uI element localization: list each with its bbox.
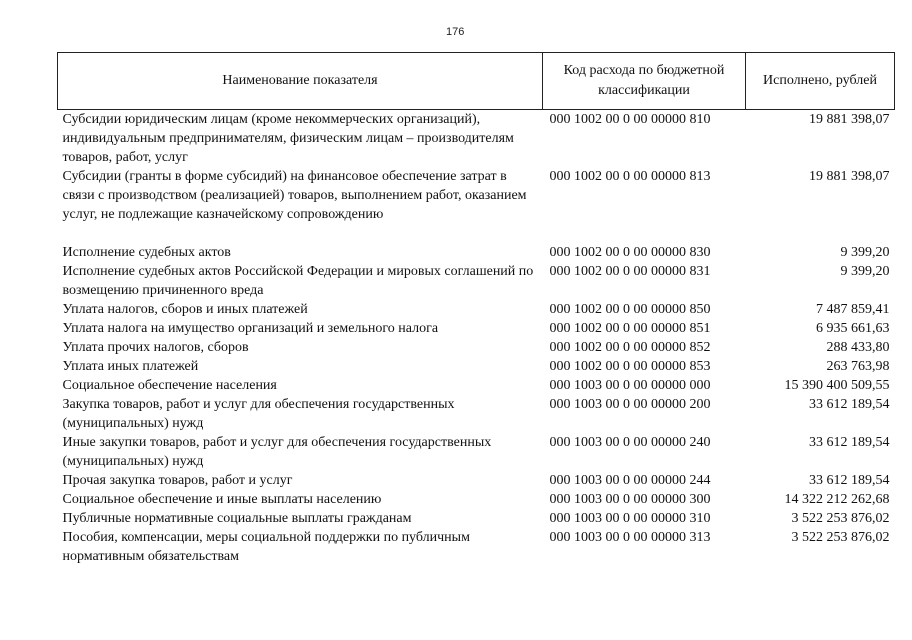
- executed-amount: 14 322 212 262,68: [784, 492, 890, 507]
- table-row: [58, 395, 895, 433]
- indicator-name: Уплата прочих налогов, сборов: [62, 340, 249, 355]
- executed-amount: 3 522 253 876,02: [791, 511, 890, 526]
- table-row: [58, 338, 895, 357]
- executed-amount: 33 612 189,54: [809, 473, 890, 488]
- indicator-name: Социальное обеспечение населения: [62, 378, 277, 393]
- executed-amount: 33 612 189,54: [809, 435, 890, 450]
- table-row: [58, 262, 895, 300]
- budget-code: 000 1003 00 0 00 00000 313: [549, 530, 711, 545]
- table-row: [58, 433, 895, 471]
- table-row: [58, 319, 895, 338]
- budget-code: 000 1002 00 0 00 00000 810: [549, 112, 711, 127]
- indicator-name: Уплата иных платежей: [62, 359, 199, 374]
- header-indicator-name: Наименование показателя: [58, 53, 543, 110]
- budget-code: 000 1002 00 0 00 00000 852: [549, 340, 711, 355]
- budget-code: 000 1002 00 0 00 00000 851: [549, 321, 711, 336]
- table-row: [58, 243, 895, 262]
- budget-code: 000 1002 00 0 00 00000 831: [549, 264, 711, 279]
- executed-amount: 33 612 189,54: [809, 397, 890, 412]
- table-row: [58, 167, 895, 224]
- budget-code: 000 1003 00 0 00 00000 200: [549, 397, 711, 412]
- table-header: [58, 53, 895, 110]
- budget-code: 000 1003 00 0 00 00000 310: [549, 511, 711, 526]
- budget-code: 000 1003 00 0 00 00000 300: [549, 492, 711, 507]
- budget-code: 000 1003 00 0 00 00000 240: [549, 435, 711, 450]
- page-number: 176: [446, 26, 465, 38]
- executed-amount: 6 935 661,63: [816, 321, 890, 336]
- indicator-name: Исполнение судебных актов: [62, 245, 231, 260]
- table-row: [58, 528, 895, 566]
- budget-execution-table: [57, 52, 895, 566]
- table-row: [58, 490, 895, 509]
- executed-amount: 19 881 398,07: [809, 169, 890, 184]
- blank-cell: [58, 224, 543, 243]
- budget-code: 000 1002 00 0 00 00000 830: [549, 245, 711, 260]
- table-body: [58, 110, 895, 567]
- indicator-name: Иные закупки товаров, работ и услуг для обеспечения государственных (муниципальных) нужд: [62, 435, 492, 469]
- budget-code: 000 1002 00 0 00 00000 850: [549, 302, 711, 317]
- indicator-name: Уплата налога на имущество организаций и земельного налога: [62, 321, 439, 336]
- executed-amount: 15 390 400 509,55: [784, 378, 890, 393]
- executed-amount: 288 433,80: [826, 340, 890, 355]
- indicator-name: Прочая закупка товаров, работ и услуг: [62, 473, 293, 488]
- table-row: [58, 376, 895, 395]
- table-row: [58, 509, 895, 528]
- blank-cell: [746, 224, 895, 243]
- executed-amount: 3 522 253 876,02: [791, 530, 890, 545]
- table-row: [58, 471, 895, 490]
- table-row: [58, 357, 895, 376]
- executed-amount: 19 881 398,07: [809, 112, 890, 127]
- indicator-name: Уплата налогов, сборов и иных платежей: [62, 302, 308, 317]
- blank-cell: [543, 224, 746, 243]
- indicator-name: Субсидии юридическим лицам (кроме некоммерческих организаций), индивидуальным предпринимателям, физическим лицам – производителям товаров, работ, услуг: [62, 112, 514, 165]
- blank-row: [58, 224, 895, 243]
- indicator-name: Закупка товаров, работ и услуг для обеспечения государственных (муниципальных) нужд: [62, 397, 455, 431]
- table-row: [58, 300, 895, 319]
- executed-amount: 7 487 859,41: [816, 302, 890, 317]
- indicator-name: Пособия, компенсации, меры социальной поддержки по публичным нормативным обязательствам: [62, 530, 470, 564]
- executed-amount: 263 763,98: [826, 359, 890, 374]
- budget-code: 000 1002 00 0 00 00000 853: [549, 359, 711, 374]
- budget-code: 000 1002 00 0 00 00000 813: [549, 169, 711, 184]
- executed-amount: 9 399,20: [840, 245, 890, 260]
- budget-code: 000 1003 00 0 00 00000 244: [549, 473, 711, 488]
- indicator-name: Социальное обеспечение и иные выплаты населению: [62, 492, 382, 507]
- table-row: [58, 110, 895, 168]
- indicator-name: Субсидии (гранты в форме субсидий) на финансовое обеспечение затрат в связи с производством (реализацией) товаров, выполнением работ, оказанием услуг, не подлежащие казначейскому сопровождению: [62, 169, 527, 222]
- header-row: [58, 53, 895, 110]
- indicator-name: Исполнение судебных актов Российской Федерации и мировых соглашений по возмещению причиненного вреда: [62, 264, 534, 298]
- header-executed-amount: Исполнено, рублей: [746, 53, 895, 110]
- budget-code: 000 1003 00 0 00 00000 000: [549, 378, 711, 393]
- header-budget-code: Код расхода по бюджетной классификации: [543, 53, 746, 110]
- executed-amount: 9 399,20: [840, 264, 890, 279]
- indicator-name: Публичные нормативные социальные выплаты гражданам: [62, 511, 412, 526]
